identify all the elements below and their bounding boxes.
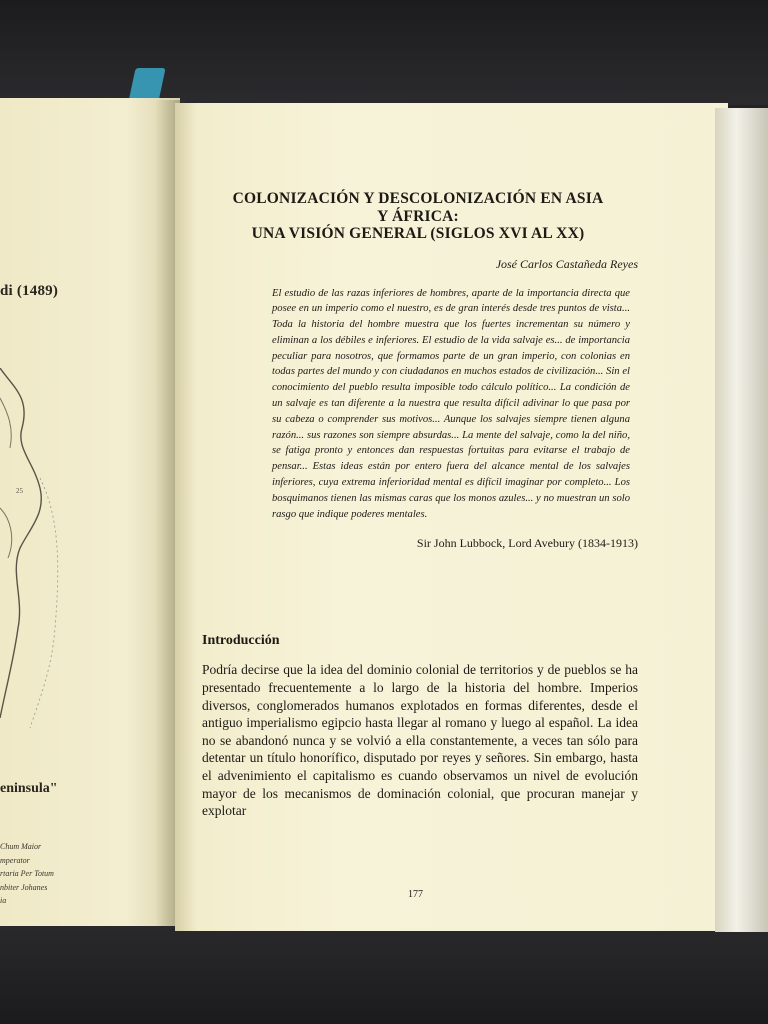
table-surface-bottom [0,915,768,1024]
page-edges [715,108,768,932]
epigraph-quote: El estudio de las razas inferiores de hombres, aparte de la importancia directa que posee en un imperio como el nuestro, es de gran interés desde tres puntos de vista... Toda la historia del hombre muestra que los fuertes incrementan su número y eliminan a los débiles e inferiores. El estudio de la vida salvaje es... de importancia peculiar para nosotros, que formamos parte de un gran imperio, con colonias en todas partes del mundo y con ciudadanos en muchos estados de civilización... Sin el conocimiento del pueblo resulta imposible todo cálculo político... La condición de un salvaje es tan diferente a la nuestra que resulta difícil adivinar lo que pasa por su cabeza o comprender sus motivos... Aunque los salvajes siempre tienen alguna razón... sus razones son siempre absurdas... La mente del salvaje, como la del niño, se fatiga pronto y entonces dan respuestas fortuitas para evitarse el trabajo de pensar... Estas ideas están por entero fuera del alcance mental de los salvajes inferiores, cuya extrema inferioridad mental es difícil imaginar por completo... Los bosquimanos tienen las mismas caras que los monos azules... y no muestran un solo rasgo que indique poderes mentales. [272,287,630,520]
article-content [198,190,638,820]
section-heading: Introducción [202,633,280,649]
map-illustration [0,368,70,728]
epigraph-attribution: Sir John Lubbock, Lord Avebury (1834-1913) [416,536,638,551]
legend-line: nbiter Johanes [0,882,48,892]
left-page [0,98,180,926]
title-line: UNA VISIÓN GENERAL (SIGLOS XVI AL XX) [251,225,585,242]
title-line: Y ÁFRICA: [377,207,459,225]
map-caption: eninsula" [0,781,58,796]
legend-line: Chum Maior [0,842,42,851]
legend-line: rtaria Per Totum [0,869,54,878]
body-paragraph: Podría decirse que la idea del dominio colonial de territorios y de pueblos se ha presentado frecuentemente a lo largo de la historia del hombre. Imperios diversos, conglomerados humanos explotados en formas diferentes, desde el antiguo imperialismo egipcio hasta llegar al romano y luego al español. La idea no se abandonó nunca y se volvió a ella constantemente, a veces tan sólo para detentar un título honorífico, disputado por reyes y señores. Sin embargo, hasta el advenimiento el capitalismo es cuando observamos un nivel de evolución mayor de los mecanismos de dominación colonial, que procuran manejar y explotar [202,662,638,819]
page-number: 177 [408,889,423,900]
right-page [175,103,728,931]
author-name: José Carlos Castañeda Reyes [495,256,638,271]
article-title [198,190,638,243]
title-line: COLONIZACIÓN Y DESCOLONIZACIÓN EN ASIA [232,190,604,207]
legend-line: mperator [0,855,30,865]
left-page-header: di (1489) [0,283,59,299]
table-surface-top [0,0,768,105]
map-legend [0,840,54,908]
map-label: 25 [16,487,23,495]
legend-line: ia [0,896,7,905]
